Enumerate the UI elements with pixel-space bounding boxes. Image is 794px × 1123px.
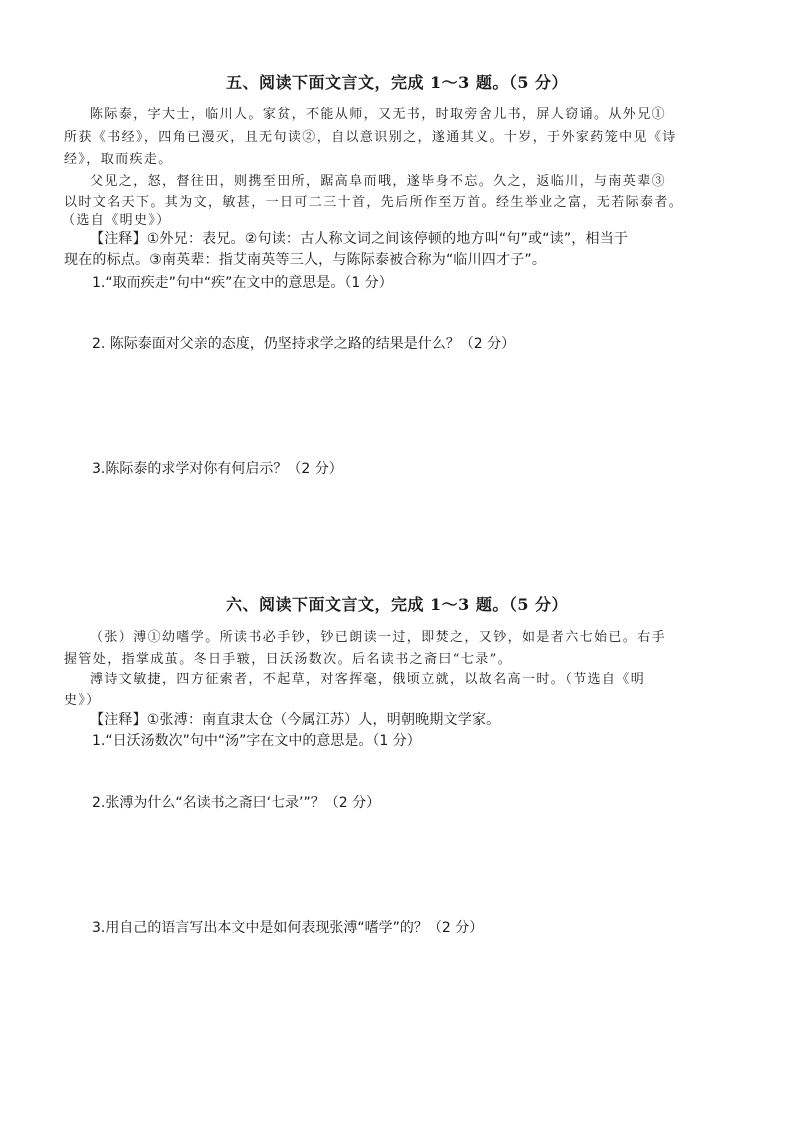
section5-title: 五、阅读下面文言文，完成 1～3 题。（5 分） [225, 73, 569, 92]
section6-question-3: 3.用自己的语言写出本文中是如何表现张溥“嗜学”的？（2 分） [92, 920, 484, 936]
section5-passage-line: 陈际泰，字大士，临川人。家贫，不能从师，又无书，时取旁舍儿书，屏人窃诵。从外兄① [90, 107, 667, 122]
section5-note-line: 现在的标点。③南英辈：指艾南英等三人，与陈际泰被合称为“临川四才子”。 [64, 252, 547, 268]
section5-passage-line: 所获《书经》，四角已漫灭，且无句读②，自以意识别之，遂通其义。十岁，于外家药笼中见《诗 [64, 130, 677, 145]
section6-note-line: 【注释】①张溥：南直隶太仓（今属江苏）人，明朝晚期文学家。 [90, 712, 501, 728]
section5-note-line: 【注释】①外兄：表兄。②句读：古人称文词之间该停顿的地方叫“句”或“读”，相当于 [90, 231, 629, 247]
section6-passage-line: 溥诗文敏捷，四方征索者，不起草，对客挥毫，俄顷立就，以故名高一时。（节选自《明 [90, 672, 646, 687]
section6-passage-line: 握管处，指掌成茧。冬日手皲，日沃汤数次。后名读书之斋曰“七录”。 [64, 652, 513, 667]
section6-title: 六、阅读下面文言文，完成 1～3 题。（5 分） [225, 595, 569, 614]
section5-passage-line: 父见之，怒，督往田，则携至田所，踞高阜而哦，遂毕身不忘。久之，返临川，与南英辈③ [90, 174, 667, 189]
section5-source: （选自《明史》） [62, 213, 171, 228]
section5-passage-line: 经》，取而疾走。 [64, 152, 173, 167]
section6-passage-line: （张）溥①幼嗜学。所读书必手钞，钞已朗读一过，即焚之，又钞，如是者六七始已。右手 [90, 630, 667, 645]
section6-passage-line: 史》） [64, 693, 101, 708]
section5-question-3: 3.陈际泰的求学对你有何启示？（2 分） [92, 461, 343, 477]
section6-question-1: 1.“日沃汤数次”句中“汤”字在文中的意思是。（1 分） [92, 733, 421, 749]
section5-passage-line: 以时文名天下。其为文，敏甚，一日可二三十首，先后所作至万首。经生举业之富，无若际泰者。 [64, 195, 684, 210]
section5-question-1: 1.“取而疾走”句中“疾”在文中的意思是。（1 分） [92, 275, 393, 291]
section6-question-2: 2.张溥为什么“名读书之斋曰‘七录’”？（2 分） [92, 795, 381, 811]
section5-question-2: 2. 陈际泰面对父亲的态度，仍坚持求学之路的结果是什么？（2 分） [92, 336, 516, 352]
